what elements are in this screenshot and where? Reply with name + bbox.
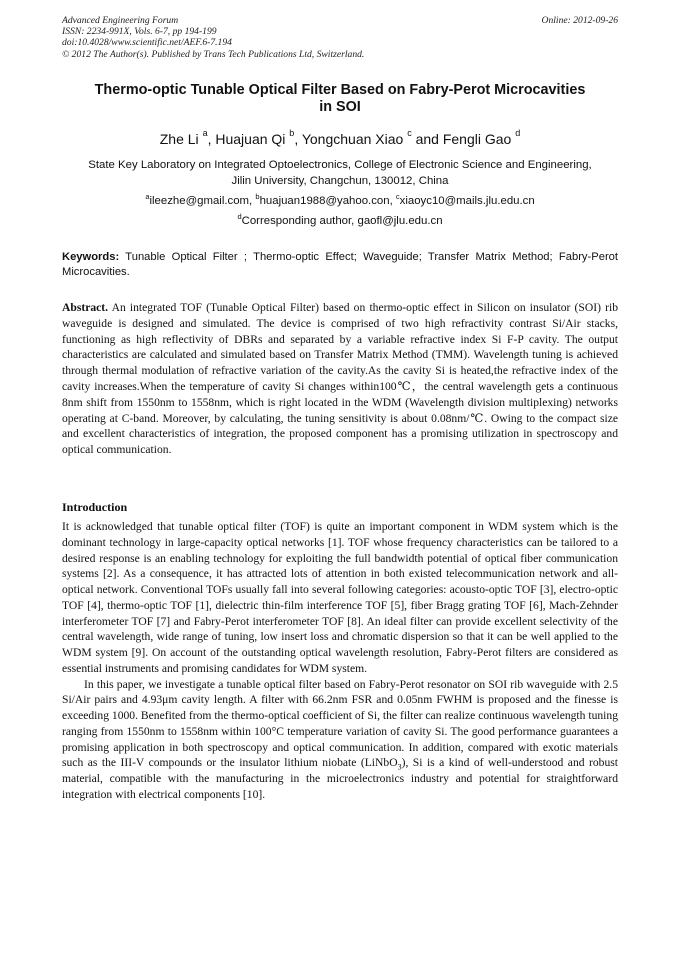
abstract [62,300,618,458]
intro-paragraph-1: It is acknowledged that tunable optical filter (TOF) is quite an important component in WDM system which is the dominant technology in large-capacity optical networks [1]. TOF whose frequency characteristics can be tailored to a desired response is an enabling technology for exploiting the full bandwidth potential of optical fiber communication systems [2]. As a consequence, it has attracted lots of attention in both existed telecommunication network and all-optical network. Conventional TOFs usually fall into several following categories: acousto-optic TOF [3], electro-optic TOF [4], thermo-optic TOF [1], dielectric thin-film interference TOF [5], fiber Bragg grating TOF [6], Mach-Zehnder interferometer TOF [7] and Fabry-Perot interferometer TOF [8]. An ideal filter can provide excellent selectivity of the central wavelength, wide range of tuning, low insert loss and chromatic dispersion so that it can be well applied to the WDM system [9]. On account of the outstanding optical wavelength resolution, Fabry-Perot filters are considered as essential instruments and promising candidates for WDM system. [62,520,618,675]
keywords [62,250,618,279]
online-date: Online: 2012-09-26 [541,15,618,26]
introduction-body [62,519,618,803]
journal-header [62,15,618,60]
author-name: Huajuan Qi [215,131,286,147]
corr-text: Corresponding author, gaofl@jlu.edu.cn [241,215,443,227]
author-name: Fengli Gao [442,131,512,147]
author-name: Zhe Li [159,131,199,147]
doi: doi:10.4028/www.scientific.net/AEF.6-7.194 [62,37,232,49]
email-b: huajuan1988@yahoo.con, [259,195,396,207]
abstract-label: Abstract. [62,301,109,314]
corresponding-author [62,213,618,229]
email-c: xiaoyc10@mails.jlu.edu.cn [399,195,535,207]
email-a: ileezhe@gmail.com, [149,195,256,207]
intro-paragraph-2 [62,677,618,803]
affiliation-line-2: Jilin University, Changchun, 130012, China [231,175,449,187]
corr-sup: d [237,212,242,222]
author-list [62,128,618,148]
keywords-text: Tunable Optical Filter ; Thermo-optic Effect; Waveguide; Transfer Matrix Method; Fabry-Perot Microcavities. [62,251,618,278]
intro-p2-subscript: 3 [397,762,402,772]
paper-title [62,82,618,116]
author-sep: and [411,131,443,147]
journal-name: Advanced Engineering Forum [62,15,179,26]
author-sup: a [202,128,208,139]
keywords-label: Keywords: [62,251,120,263]
author-name: Yongchuan Xiao [301,131,404,147]
email-sup: a [145,192,150,202]
intro-p2-part-b: ), Si is a kind of well-understood and robust material, compatible with the manufacturing in the microelectronics industry and potential for straightforward integration with electrical components [10]. [62,756,618,801]
section-heading-introduction: Introduction [62,500,128,514]
author-sup: c [407,128,412,139]
title-line-2: in SOI [319,99,361,115]
intro-p2-part-a: In this paper, we investigate a tunable optical filter based on Fabry-Perot resonator on SOI rib waveguide with 2.5 Si/Air pairs and 4.93μm cavity length. A filter with 66.2nm FSR and 0.05nm FWHM is proposed and the finesse is exceeding 1000. Benefited from the thermo-optical coefficient of Si, the filter can realize continuous wavelength tuning ranging from 1550nm to 1558nm within 100°C temperature variation of cavity Si. The good performance guarantees a promising application in both spectroscopy and optical communication. In addition, compared with exotic materials such as the III-V compounds or the insulator lithium niobate (LiNbO [62,677,618,770]
author-sup: d [515,128,521,139]
affiliation-line-1: State Key Laboratory on Integrated Optoelectronics, College of Electronic Science and Engineering, [88,159,592,171]
affiliation [62,157,618,189]
copyright: © 2012 The Author(s). Published by Trans Tech Publications Ltd, Switzerland. [62,48,365,60]
issn: ISSN: 2234-991X, Vols. 6-7, pp 194-199 [62,26,217,38]
abstract-text: An integrated TOF (Tunable Optical Filter) based on thermo-optic effect in Silicon on insulator (SOI) rib waveguide is designed and simulated. The device is comprised of two high refractivity contrast Si/Air stacks, functioning as high reflectivity of DBRs and separated by a variable refractive index Si F-P cavity. The output characteristics are calculated and simulated based on Transfer Matrix Method (TMM). Wavelength tuning is achieved through thermal modulation of refractive variation of the cavity.As the cavity Si is heated,the refractive index of the cavity increases.When the temperature of cavity Si changes within100℃，the central wavelength gets a continuous 8nm shift from 1550nm to 1558nm, which is right located in the WDM (Wavelength division multiplexing) networks operating at C-band. Moreover, by calculating, the tuning sensitivity is about 0.08nm/℃. Owing to the compact size and excellent characteristics of integration, the proposed component has a promising utilization in spectroscopy and optical communication. [62,301,618,457]
title-line-1: Thermo-optic Tunable Optical Filter Based on Fabry-Perot Microcavities [94,82,586,98]
author-emails [62,193,618,209]
email-sup: b [255,192,260,202]
author-sep: , [294,131,302,147]
email-sup: c [395,192,400,202]
author-sup: b [289,128,295,139]
author-sep: , [207,131,216,147]
